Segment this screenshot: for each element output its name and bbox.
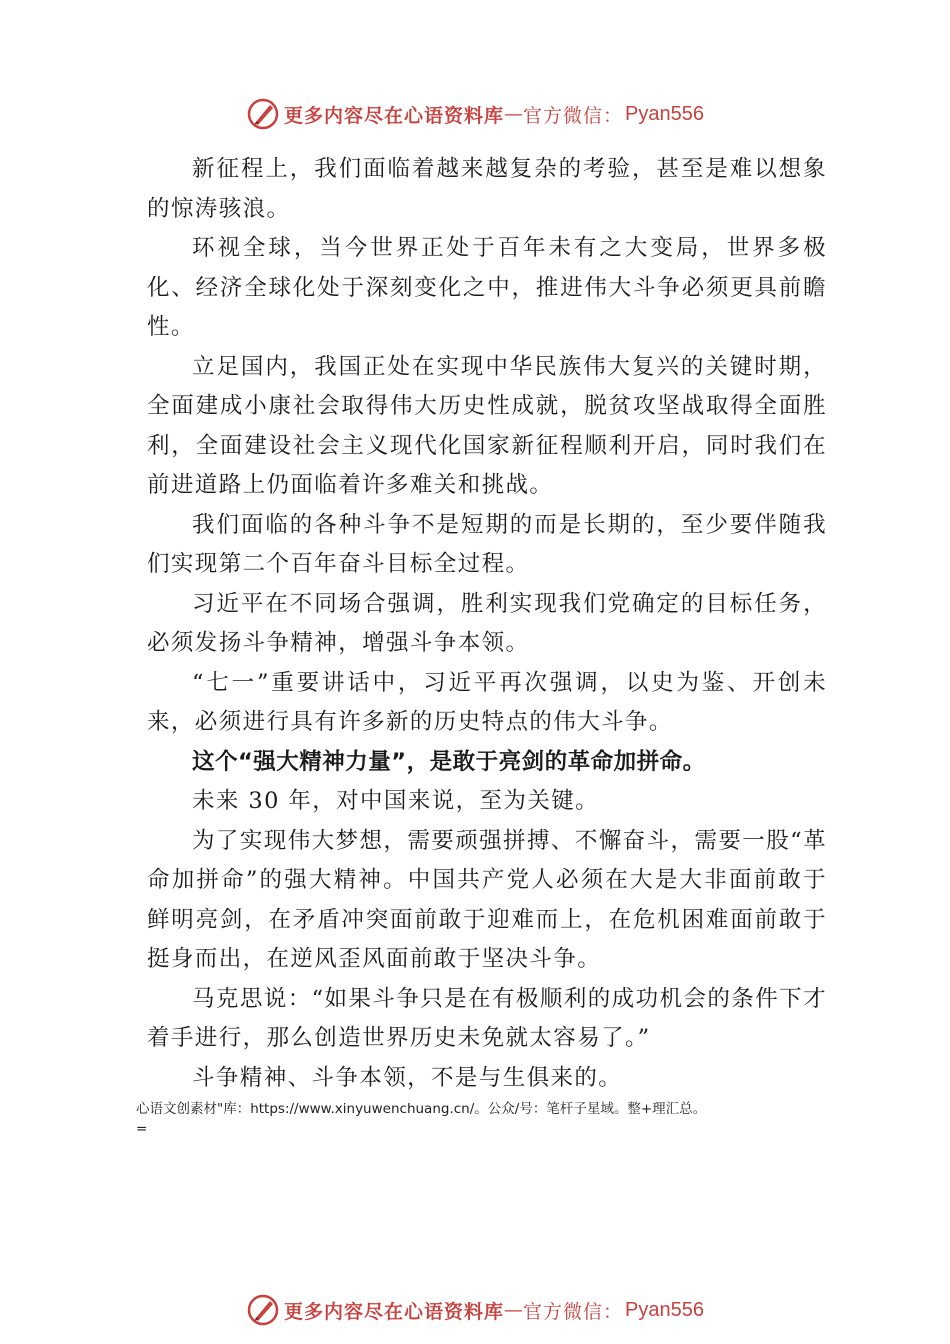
bold-heading-paragraph: 这个“强大精神力量”，是敢于亮剑的革命加拼命。 xyxy=(192,748,706,775)
paragraph: 新征程上，我们面临着越来越复杂的考验，甚至是难以想象的惊涛骇浪。 xyxy=(147,156,827,222)
paragraph: 习近平在不同场合强调，胜利实现我们党确定的目标任务，必须发扬斗争精神，增强斗争本领。 xyxy=(147,590,827,656)
paragraph: 马克思说：“如果斗争只是在有极顺利的成功机会的条件下才着手进行，那么创造世界历史未免就太容易了。” xyxy=(147,985,827,1051)
paragraph: 为了实现伟大梦想，需要顽强拼搏、不懈奋斗，需要一股“革命加拼命”的强大精神。中国共产党人必须在大是大非面前敢于鲜明亮剑，在矛盾冲突面前敢于迎难而上，在危机困难面前敢于挺身而出，在逆风歪风面前敢于坚决斗争。 xyxy=(147,827,827,972)
paragraph: 立足国内，我国正处在实现中华民族伟大复兴的关键时期，全面建成小康社会取得伟大历史性成就，脱贫攻坚战取得全面胜利，全面建设社会主义现代化国家新征程顺利开启，同时我们在前进道路上仍面临着许多难关和挑战。 xyxy=(147,353,827,498)
banner-wechat-label: 官方微信： xyxy=(523,1300,624,1323)
article-body xyxy=(147,150,827,1098)
source-note-line: 心语文创素材"库：https://www.xinyuwenchuang.cn/。公众/号：笔杆子星域。整+理汇总。 xyxy=(136,1101,707,1117)
header-banner xyxy=(0,94,950,134)
banner-separator: — xyxy=(504,103,524,125)
pen-seal-logo-icon xyxy=(246,1293,280,1327)
paragraph: 斗争精神、斗争本领，不是与生俱来的。 xyxy=(192,1064,623,1091)
banner-wechat-id: Pyan556 xyxy=(625,1298,704,1321)
footer-banner xyxy=(0,1290,950,1330)
pen-seal-logo-icon xyxy=(246,97,280,131)
source-note-line: = xyxy=(136,1121,148,1137)
paragraph: “七一”重要讲话中，习近平再次强调，以史为鉴、开创未来，必须进行具有许多新的历史特点的伟大斗争。 xyxy=(147,669,827,735)
banner-main-text: 更多内容尽在心语资料库 xyxy=(284,104,505,127)
banner-main-text: 更多内容尽在心语资料库 xyxy=(284,1300,505,1323)
banner-wechat-label: 官方微信： xyxy=(523,104,624,127)
source-note xyxy=(136,1099,856,1139)
banner-wechat-id: Pyan556 xyxy=(625,102,704,125)
paragraph: 我们面临的各种斗争不是短期的而是长期的，至少要伴随我们实现第二个百年奋斗目标全过程。 xyxy=(147,511,827,577)
paragraph: 未来 30 年，对中国来说，至为关键。 xyxy=(192,788,600,814)
banner-separator: — xyxy=(504,1299,524,1321)
paragraph: 环视全球，当今世界正处于百年未有之大变局，世界多极化、经济全球化处于深刻变化之中，推进伟大斗争必须更具前瞻性。 xyxy=(147,235,827,340)
